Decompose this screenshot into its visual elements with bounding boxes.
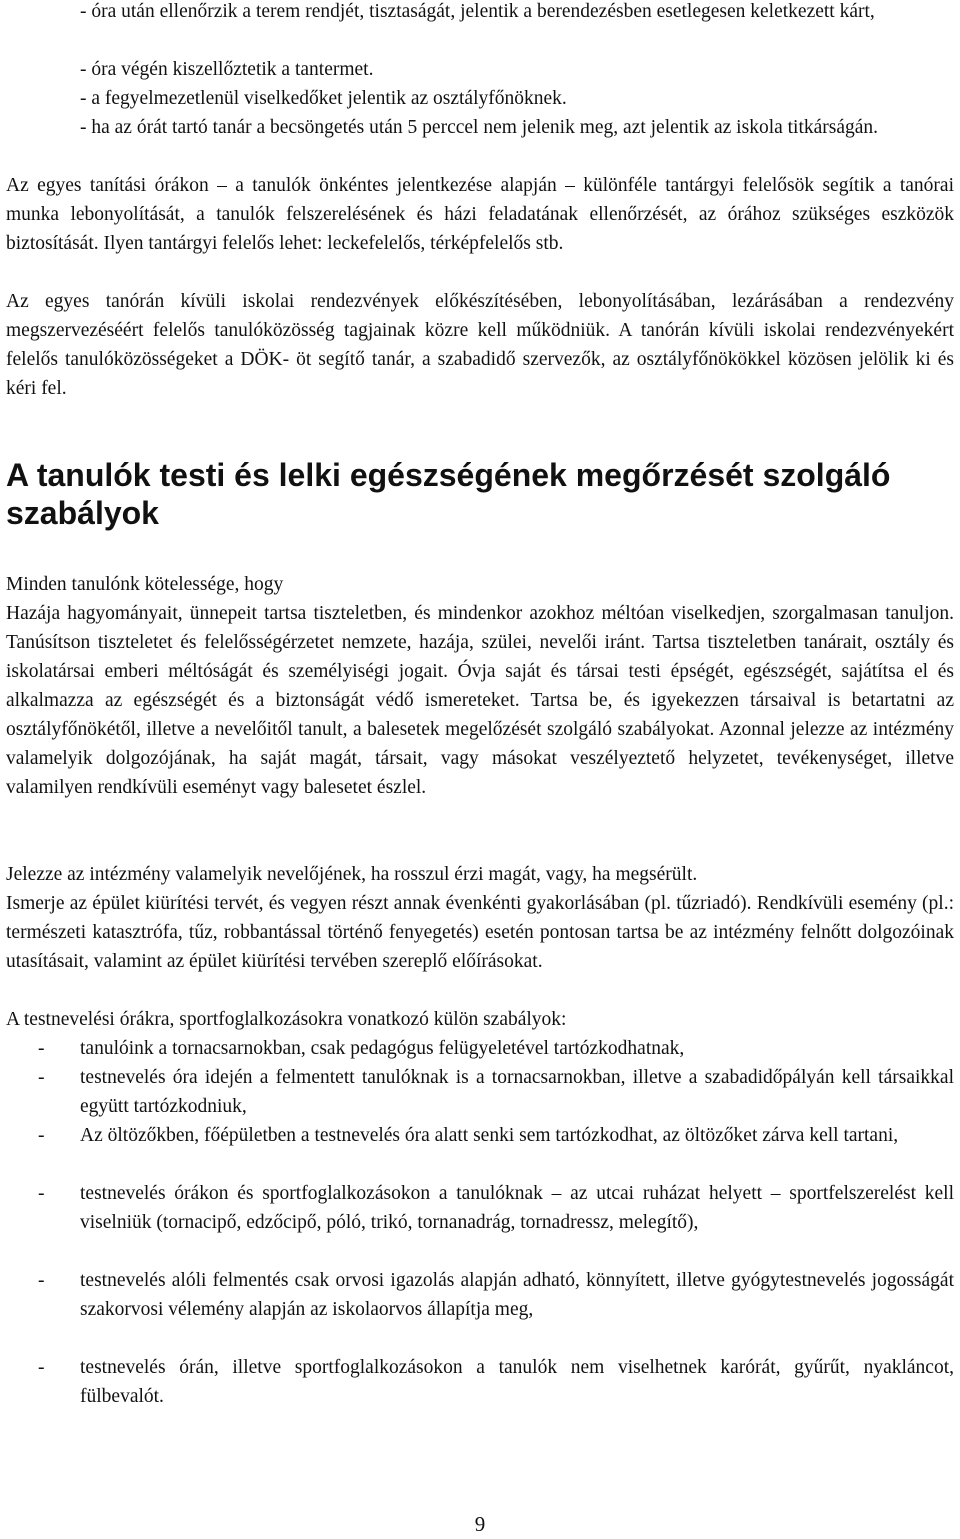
list-dash: - [38,1183,45,1204]
intro-line-3: - a fegyelmezetlenül viselkedőket jelentik az osztályfőnöknek. [80,88,567,109]
pe-rules-intro: A testnevelési órákra, sportfoglalkozásokra vonatkozó külön szabályok: [6,1009,567,1030]
intro-line-2: - óra végén kiszellőztetik a tantermet. [80,59,374,80]
list-item-text: testnevelés óra idején a felmentett tanulóknak is a tornacsarnokban, illetve a szabadidőpályán kell társaikkal együtt tartózkodniuk, [80,1067,954,1117]
section-body-3: Ismerje az épület kiürítési tervét, és vegyen részt annak évenkénti gyakorlásában (pl. tűzriadó). Rendkívüli esemény (pl.: természeti katasztrófa, tűz, robbantással történő fenyegetés) esetén pontosan tartsa be az intézmény felnőtt dolgozóinak utasításait, valamint az épület kiürítési tervében szereplő előírásokat. [6,893,954,972]
page-number: 9 [474,1512,486,1536]
list-item-text: Az öltözőkben, főépületben a testnevelés óra alatt senki sem tartózkodhat, az öltözőket zárva kell tartani, [80,1125,899,1146]
section-intro: Minden tanulónk kötelessége, hogy [6,574,284,595]
list-dash: - [38,1270,45,1291]
section-heading: A tanulók testi és lelki egészségének megőrzését szolgáló szabályok [6,457,891,531]
list-dash: - [38,1067,45,1088]
list-item-text: testnevelés órákon és sportfoglalkozásokon a tanulóknak – az utcai ruházat helyett – sportfelszerelést kell viselniük (tornacipő, edzőcipő, póló, trikó, tornanadrág, tornadressz, melegítő), [80,1183,954,1233]
list-dash: - [38,1038,45,1059]
intro-line-1: - óra után ellenőrzik a terem rendjét, tisztaságát, jelentik a berendezésben esetlegesen keletkezett kárt, [80,1,875,22]
list-item-text: testnevelés órán, illetve sportfoglalkozásokon a tanulók nem viselhetnek karórát, gyűrűt, nyakláncot, fülbevalót. [80,1357,954,1407]
list-dash: - [38,1125,45,1146]
list-dash: - [38,1357,45,1378]
section-body-1: Hazája hagyományait, ünnepeit tartsa tiszteletben, és mindenkor azokhoz méltóan viselkedjen, szorgalmasan tanuljon. Tanúsítson tiszteletet és felelősségérzetet nemzete, hazája, szülei, nevelői iránt. Tartsa tiszteletben tanárait, osztály és iskolatársai emberi méltóságát és személyiségi jogait. Óvja saját és társai testi épségét, egészségét, sajátítsa el és alkalmazza az egészségét és a biztonságát védő ismereteket. Tartsa be, és igyekezzen társaival is betartatni az osztályfőnökétől, illetve a nevelőitől tanult, a balesetek megelőzését szolgáló szabályokat. Azonnal jelezze az intézmény valamelyik dolgozójának, ha saját magát, társait, vagy másokat veszélyeztető helyzetet, tevékenységet, illetve valamilyen rendkívüli eseményt vagy balesetet észlel. [6,603,954,798]
list-item-text: testnevelés alóli felmentés csak orvosi igazolás alapján adható, könnyített, illetve gyógytestnevelés jogosságát szakorvosi vélemény alapján az iskolaorvos állapítja meg, [80,1270,954,1320]
list-item-text: tanulóink a tornacsarnokban, csak pedagógus felügyeletével tartózkodhatnak, [80,1038,685,1059]
paragraph-subject-monitors: Az egyes tanítási órákon – a tanulók önkéntes jelentkezése alapján – különféle tantárgyi felelősök segítik a tanórai munka lebonyolítását, a tanulók felszerelésének és házi feladatának ellenőrzését, az órához szükséges eszközök biztosítását. Ilyen tantárgyi felelős lehet: leckefelelős, térképfelelős stb. [6,175,954,254]
intro-line-4: - ha az órát tartó tanár a becsöngetés után 5 perccel nem jelenik meg, azt jelentik az iskola titkárságán. [80,117,879,138]
paragraph-events: Az egyes tanórán kívüli iskolai rendezvények előkészítésében, lebonyolításában, lezárásában a rendezvény megszervezéséért felelős tanulóközösség tagjainak közre kell működniük. A tanórán kívüli iskolai rendezvényekért felelős tanulóközösségeket a DÖK- öt segítő tanár, a szabadidő szervezők, az osztályfőnökökkel közösen jelölik ki és kéri fel. [6,291,954,399]
section-body-2: Jelezze az intézmény valamelyik nevelőjének, ha rosszul érzi magát, vagy, ha megsérült. [6,864,698,885]
